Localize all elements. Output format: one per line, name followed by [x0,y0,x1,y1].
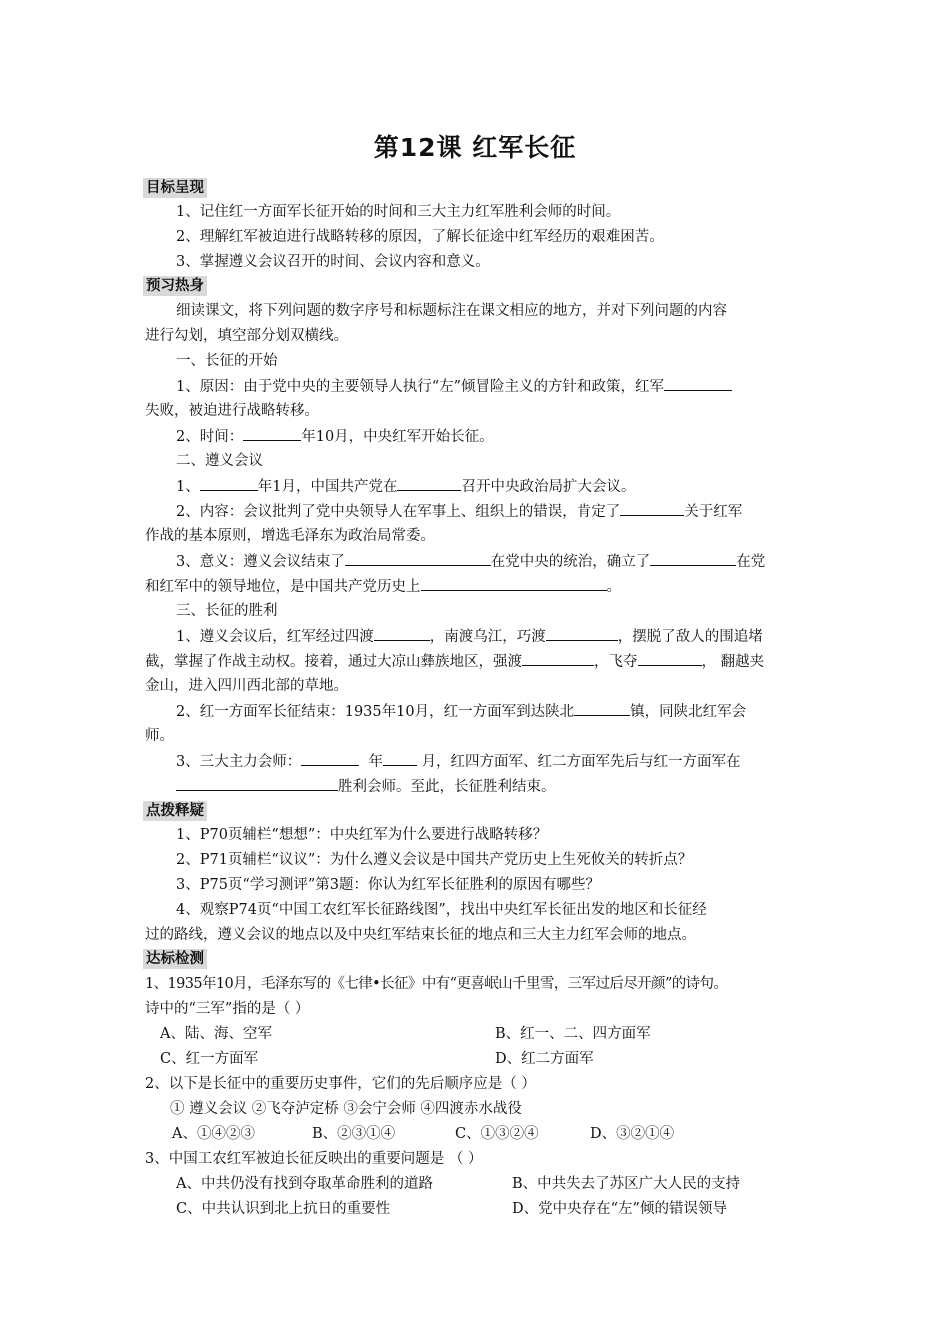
question-2-items: ① 遵义会议 ②飞夺泸定桥 ③会宁会师 ④四渡赤水战役 [170,1101,522,1117]
preview-line: 2、时间： 年10月，中央红军开始长征。 [176,426,494,447]
goal-item: 1、记住红一方面军长征开始的时间和三大主力红军胜利会师的时间。 [176,204,621,220]
fill-blank[interactable] [243,426,301,441]
preview-line: 截，掌握了作战主动权。接着，通过大凉山彝族地区，强渡 ，飞夺 ， 翻越夹 [145,651,764,672]
section-heading-goals: 目标呈现 [143,178,207,198]
option-1b[interactable]: B、红一、二、四方面军 [495,1026,651,1042]
preview-line: 3、意义：遵义会议结束了 在党中央的统治，确立了 在党 [176,551,765,572]
fill-blank[interactable] [421,576,607,591]
fill-blank[interactable] [638,651,702,666]
section-heading-preview: 预习热身 [143,276,207,296]
preview-line: 3、三大主力会师： 年 月，红四方面军、红二方面军先后与红一方面军在 [176,751,741,772]
question-1-stem: 诗中的“三军”指的是（ ） [145,1001,310,1017]
preview-line: 1、原因：由于党中央的主要领导人执行“左”倾冒险主义的方针和政策，红军 [176,376,732,397]
section-heading-tips: 点拨释疑 [143,801,207,821]
preview-line: 和红军中的领导地位，是中国共产党历史上 。 [145,576,621,597]
preview-line: 2、内容：会议批判了党中央领导人在军事上、组织上的错误，肯定了 关于红军 [176,501,742,522]
preview-line: 师。 [145,728,174,744]
tip-item: 3、P75页“学习测评”第3题：你认为红军长征胜利的原因有哪些？ [176,877,600,893]
fill-blank[interactable] [176,776,338,791]
option-2d[interactable]: D、③②①④ [590,1126,675,1142]
option-1c[interactable]: C、红一方面军 [160,1051,259,1067]
fill-blank[interactable] [650,551,736,566]
preview-heading-2: 二、遵义会议 [176,453,263,469]
fill-blank[interactable] [574,701,630,716]
preview-line: 失败，被迫进行战略转移。 [145,403,319,419]
preview-intro: 细读课文，将下列问题的数字序号和标题标注在课文相应的地方，并对下列问题的内容 [176,303,727,319]
goal-item: 3、掌握遵义会议召开的时间、会议内容和意义。 [176,254,490,270]
tip-item: 4、观察P74页“中国工农红军长征路线图”，找出中央红军长征出发的地区和长征经 [176,902,707,918]
section-heading-test: 达标检测 [143,949,207,969]
option-1d[interactable]: D、红二方面军 [495,1051,594,1067]
question-1: 1、1935年10月，毛泽东写的《七律•长征》中有“更喜岷山千里雪，三军过后尽开颜”的诗句。 [145,976,728,992]
preview-heading-3: 三、长征的胜利 [176,603,278,619]
fill-blank[interactable] [620,501,684,516]
fill-blank[interactable] [374,626,430,641]
option-1a[interactable]: A、陆、海、空军 [160,1026,272,1042]
option-2b[interactable]: B、②③①④ [312,1126,396,1142]
page-title: 第12课 红军长征 [373,133,577,162]
fill-blank[interactable] [383,751,417,766]
fill-blank[interactable] [522,651,594,666]
preview-line: 作战的基本原则，增选毛泽东为政治局常委。 [145,528,435,544]
preview-intro: 进行勾划，填空部分划双横线。 [145,328,348,344]
preview-heading-1: 一、长征的开始 [176,353,278,369]
fill-blank[interactable] [200,476,258,491]
fill-blank[interactable] [301,751,359,766]
preview-line: 2、红一方面军长征结束：1935年10月，红一方面军到达陕北 镇，同陕北红军会 [176,701,746,722]
goal-item: 2、理解红军被迫进行战略转移的原因，了解长征途中红军经历的艰难困苦。 [176,229,664,245]
fill-blank[interactable] [546,626,618,641]
fill-blank[interactable] [664,376,732,391]
preview-line: 金山，进入四川西北部的草地。 [145,678,348,694]
tip-item: 2、P71页辅栏“议议”：为什么遵义会议是中国共产党历史上生死攸关的转折点？ [176,852,693,868]
option-3d[interactable]: D、党中央存在“左”倾的错误领导 [512,1201,727,1217]
option-2c[interactable]: C、①③②④ [455,1126,539,1142]
fill-blank[interactable] [397,476,461,491]
option-3c[interactable]: C、中共认识到北上抗日的重要性 [176,1201,391,1217]
preview-line: 1、遵义会议后，红军经过四渡 ，南渡乌江，巧渡 ，摆脱了敌人的围追堵 [176,626,763,647]
preview-line: 胜利会师。至此，长征胜利结束。 [176,776,556,797]
preview-line: 1、 年1月，中国共产党在 召开中央政治局扩大会议。 [176,476,635,497]
question-2: 2、以下是长征中的重要历史事件，它们的先后顺序应是（ ） [145,1076,536,1092]
option-3a[interactable]: A、中共仍没有找到夺取革命胜利的道路 [176,1176,433,1192]
tip-item: 1、P70页辅栏“想想”：中央红军为什么要进行战略转移？ [176,827,548,843]
option-3b[interactable]: B、中共失去了苏区广大人民的支持 [512,1176,741,1192]
question-3: 3、中国工农红军被迫长征反映出的重要问题是 （ ） [145,1151,483,1167]
option-2a[interactable]: A、①④②③ [172,1126,255,1142]
tip-item: 过的路线，遵义会议的地点以及中央红军结束长征的地点和三大主力红军会师的地点。 [145,927,696,943]
fill-blank[interactable] [345,551,491,566]
